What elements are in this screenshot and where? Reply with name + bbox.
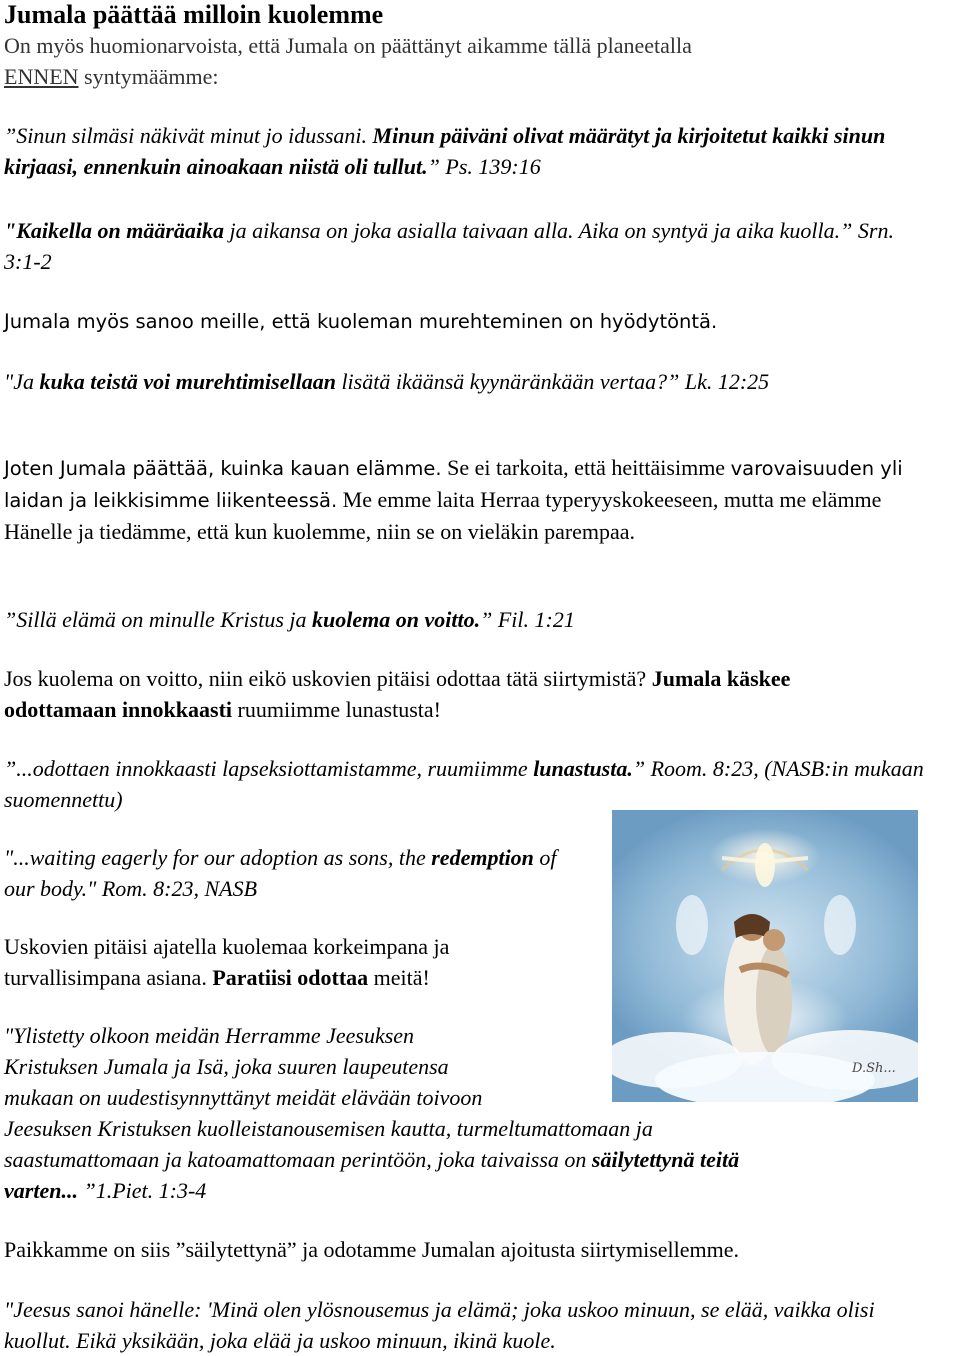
verse-psalm (4, 120, 904, 182)
verse-romans-en-ref: of our body." Rom. 8:23, NASB (4, 845, 557, 901)
paragraph-victory (4, 663, 904, 725)
paragraph-lifespan (4, 452, 934, 547)
verse-ecclesiastes-rest: ja aikansa on joka asialla taivaan alla. Aika on syntyä ja aika kuolla.” Srn. 3:1-2 (4, 218, 894, 274)
verse-romans-fi-ref: ” Room. 8:23, (NASB:in mukaan suomennettu) (4, 756, 924, 812)
verse-luke (4, 366, 904, 397)
paragraph-worry: Jumala myös sanoo meille, että kuoleman murehteminen on hyödytöntä. (4, 310, 718, 333)
verse-peter-bold-2: varten... (4, 1178, 78, 1203)
paradise-rest: meitä! (368, 965, 430, 990)
verse-romans-fi-bold: lunastusta. (533, 756, 633, 781)
paragraph-paradise (4, 931, 564, 993)
paradise-bold: Paratiisi odottaa (212, 965, 369, 990)
intro-text-end: syntymäämme: (78, 64, 219, 89)
verse-romans-fi-open: ”...odottaen innokkaasti lapseksiottamistamme, ruumiimme (4, 756, 534, 781)
verse-romans-en-open: "...waiting eagerly for our adoption as sons, the (4, 845, 432, 870)
verse-philippians-open: ”Sillä elämä on minulle Kristus ja (4, 607, 313, 632)
verse-luke-rest: lisätä ikäänsä kyynäränkään vertaa?” Lk. 12:25 (335, 369, 770, 394)
lifespan-sans: Joten Jumala päättää, kuinka kauan elämme. (4, 457, 442, 480)
verse-luke-open: "Ja (4, 369, 40, 394)
lifespan-serif-2: Me emme laita Herraa typeryyskokeeseen, mutta me elämme Hänelle ja tiedämme, että kun kuolemme, niin se on vieläkin parempaa. (4, 487, 882, 544)
verse-peter-line-3: mukaan on uudestisynnyttänyt meidät elävään toivoon (4, 1085, 483, 1110)
verse-peter-line-1: "Ylistetty olkoon meidän Herramme Jeesuksen (4, 1023, 415, 1048)
verse-romans-en (4, 842, 564, 904)
intro-underlined: ENNEN (4, 64, 79, 89)
victory-text: Jos kuolema on voitto, niin eikö uskovien pitäisi odottaa tätä siirtymistä? (4, 666, 652, 691)
verse-ecclesiastes-bold: "Kaikella on määräaika (4, 218, 225, 243)
verse-romans-en-bold: redemption (431, 845, 534, 870)
victory-bold: Jumala käskee odottamaan innokkaasti (4, 666, 791, 722)
verse-peter-line-2: Kristuksen Jumala ja Isä, joka suuren laupeutensa (4, 1054, 449, 1079)
verse-philippians-ref: ” Fil. 1:21 (480, 607, 575, 632)
verse-psalm-open: ”Sinun silmäsi näkivät minut jo idussani. (4, 123, 373, 148)
heaven-painting-icon (612, 810, 918, 1102)
verse-peter-line-4: Jeesuksen Kristuksen kuolleistanousemisen kautta, turmeltumattomaan ja (4, 1116, 653, 1141)
paragraph-preserved: Paikkamme on siis ”säilytettynä” ja odotamme Jumalan ajoitusta siirtymisellemme. (4, 1237, 740, 1262)
victory-rest: ruumiimme lunastusta! (232, 697, 441, 722)
verse-ecclesiastes (4, 215, 924, 277)
verse-peter-bold-1: säilytettynä teitä (591, 1147, 740, 1172)
paradise-text: Uskovien pitäisi ajatella kuolemaa korkeimpana ja turvallisimpana asiana. (4, 934, 450, 990)
painting-signature: D.Sh... (852, 1061, 896, 1076)
lifespan-sans-2: varovaisuuden yli laidan ja leikkisimme liikenteessä. (4, 457, 903, 512)
verse-peter-line-5: saastumattomaan ja katoamattomaan perintöön, joka taivaissa on (4, 1147, 592, 1172)
lifespan-serif: Se ei tarkoita, että heittäisimme (441, 455, 731, 480)
verse-philippians-bold: kuolema on voitto. (312, 607, 481, 632)
intro-text: On myös huomionarvoista, että Jumala on päättänyt aikamme tällä planeetalla (4, 33, 692, 58)
verse-romans-fi (4, 753, 934, 815)
verse-peter-ref: ”1.Piet. 1:3-4 (77, 1178, 207, 1203)
verse-john: "Jeesus sanoi hänelle: 'Minä olen ylösnousemus ja elämä; joka uskoo minuun, se elää, vaikka olisi kuollut. Eikä yksikään, joka elää ja uskoo minuun, ikinä kuole. (4, 1297, 875, 1353)
verse-philippians (4, 604, 575, 635)
heaven-painting (612, 810, 918, 1102)
page-title: Jumala päättää milloin kuolemme (4, 0, 384, 29)
verse-psalm-ref: ” Ps. 139:16 (427, 154, 541, 179)
verse-luke-bold: kuka teistä voi murehtimisellaan (39, 369, 336, 394)
intro-paragraph (4, 30, 692, 92)
verse-psalm-bold: Minun päiväni olivat määrätyt ja kirjoitetut kaikki sinun kirjaasi, ennenkuin ainoakaan niistä oli tullut. (4, 123, 886, 179)
